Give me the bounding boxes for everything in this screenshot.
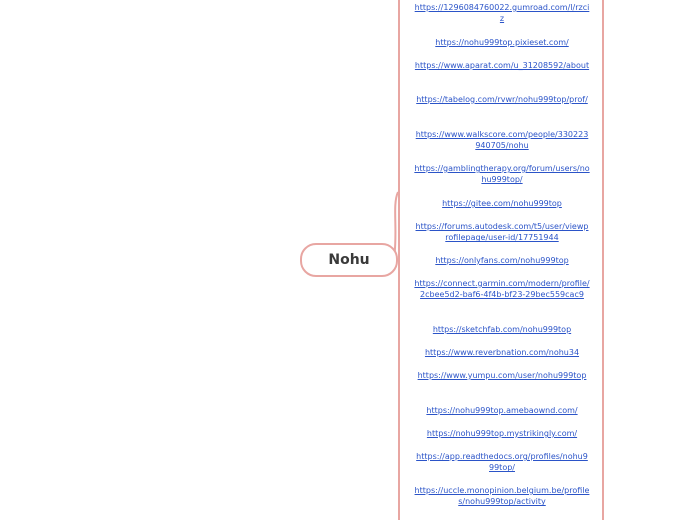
links-topic-box[interactable] <box>398 0 604 520</box>
link-item[interactable]: https://www.yumpu.com/user/nohu999top <box>417 371 587 380</box>
link-item[interactable]: https://nohu999top.amebaownd.com/ <box>426 406 578 415</box>
link-item[interactable]: https://app.readthedocs.org/profiles/nohu999top/ <box>416 452 588 473</box>
link-item[interactable]: https://forums.autodesk.com/t5/user/viewprofilepage/user-id/17751944 <box>415 222 589 243</box>
link-item[interactable]: https://sketchfab.com/nohu999top <box>432 325 572 334</box>
root-topic-label: Nohu <box>328 252 370 268</box>
root-topic-node[interactable] <box>300 243 398 277</box>
link-item[interactable]: https://tabelog.com/rvwr/nohu999top/prof/ <box>416 95 588 104</box>
link-item[interactable]: https://1296084760022.gumroad.com/l/rzciz <box>414 3 590 24</box>
link-item[interactable]: https://gitee.com/nohu999top <box>442 199 562 208</box>
link-item[interactable]: https://nohu999top.pixieset.com/ <box>435 38 569 47</box>
link-item[interactable]: https://nohu999top.mystrikingly.com/ <box>426 429 578 438</box>
link-item[interactable]: https://connect.garmin.com/modern/profile/2cbee5d2-baf6-4f4b-bf23-29bec559cac9 <box>414 279 590 300</box>
link-item[interactable]: https://www.walkscore.com/people/330223940705/nohu <box>415 130 589 151</box>
link-item[interactable]: https://www.reverbnation.com/nohu34 <box>424 348 580 357</box>
link-item[interactable]: https://gamblingtherapy.org/forum/users/nohu999top/ <box>414 164 590 185</box>
link-item[interactable]: https://uccle.monopinion.belgium.be/profiles/nohu999top/activity <box>414 486 590 507</box>
link-item[interactable]: https://www.aparat.com/u_31208592/about <box>414 61 590 70</box>
link-item[interactable]: https://onlyfans.com/nohu999top <box>435 256 569 265</box>
